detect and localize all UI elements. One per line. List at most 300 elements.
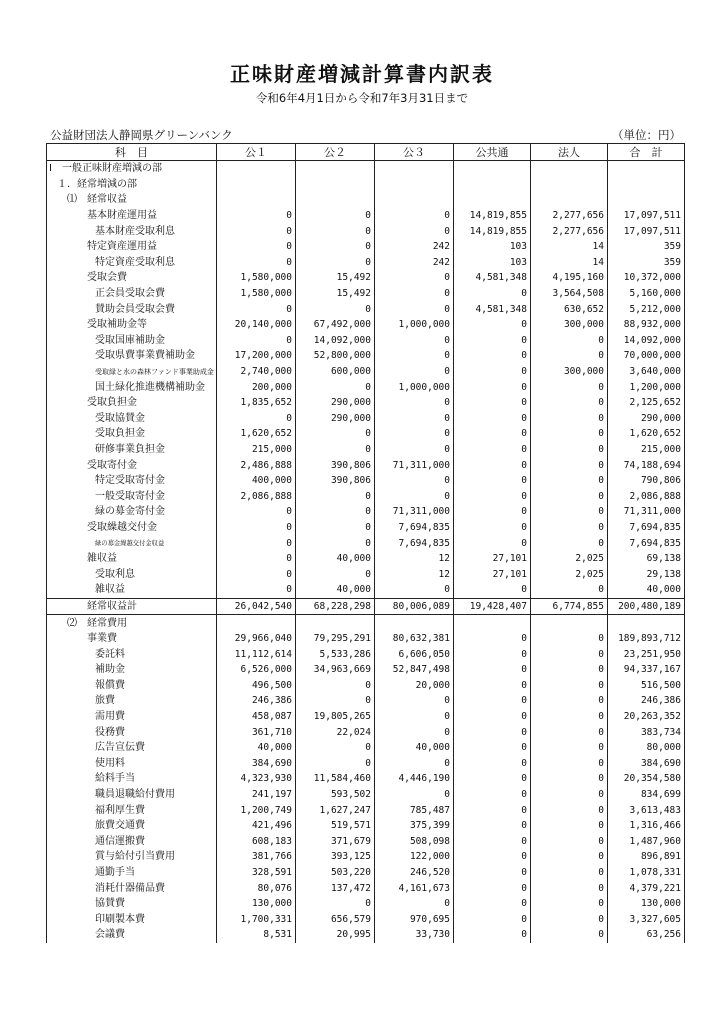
- value-cell: 0: [531, 724, 608, 740]
- value-cell: 7,694,835: [608, 535, 685, 551]
- value-cell: 1,200,749: [217, 802, 296, 818]
- row-label: ⑴ 経常収益: [47, 192, 217, 208]
- value-cell: 381,766: [217, 849, 296, 865]
- header-cell: 法人: [531, 144, 608, 161]
- value-cell: 2,740,000: [217, 364, 296, 380]
- row-label: 旅費交通費: [47, 818, 217, 834]
- value-cell: 516,500: [608, 678, 685, 694]
- value-cell: 0: [454, 896, 531, 912]
- value-cell: 1,620,652: [217, 426, 296, 442]
- value-cell: 0: [531, 740, 608, 756]
- value-cell: 80,076: [217, 880, 296, 896]
- table-row: [47, 457, 685, 473]
- value-cell: 0: [531, 896, 608, 912]
- row-label: 国土緑化推進機構補助金: [47, 379, 217, 395]
- period: 令和6年4月1日から令和7年3月31日まで: [255, 91, 469, 105]
- value-cell: 1,000,000: [375, 317, 454, 333]
- value-cell: 0: [375, 426, 454, 442]
- value-cell: 328,591: [217, 865, 296, 881]
- row-label: 雑収益: [47, 551, 217, 567]
- table-row: [47, 348, 685, 364]
- value-cell: 0: [375, 411, 454, 427]
- value-cell: 200,480,189: [608, 598, 685, 615]
- value-cell: 74,188,694: [608, 457, 685, 473]
- value-cell: 0: [375, 724, 454, 740]
- value-cell: [454, 177, 531, 193]
- value-cell: 0: [375, 286, 454, 302]
- value-cell: 20,000: [375, 678, 454, 694]
- row-label: 給料手当: [47, 771, 217, 787]
- value-cell: 1,000,000: [375, 379, 454, 395]
- value-cell: 290,000: [296, 411, 375, 427]
- row-label: 補助金: [47, 662, 217, 678]
- value-cell: 0: [217, 551, 296, 567]
- value-cell: 0: [454, 504, 531, 520]
- value-cell: 246,386: [217, 693, 296, 709]
- value-cell: 7,694,835: [608, 520, 685, 536]
- value-cell: 0: [454, 818, 531, 834]
- value-cell: 0: [217, 566, 296, 582]
- value-cell: 0: [531, 631, 608, 647]
- value-cell: 23,251,950: [608, 646, 685, 662]
- table-row: [47, 192, 685, 208]
- value-cell: 7,694,835: [375, 535, 454, 551]
- value-cell: 300,000: [531, 364, 608, 380]
- row-label: 経常収益計: [47, 598, 217, 615]
- value-cell: 0: [375, 270, 454, 286]
- value-cell: 0: [531, 457, 608, 473]
- value-cell: 52,847,498: [375, 662, 454, 678]
- value-cell: 0: [217, 504, 296, 520]
- value-cell: [375, 177, 454, 193]
- value-cell: 0: [531, 880, 608, 896]
- value-cell: 14,819,855: [454, 208, 531, 224]
- value-cell: 29,966,040: [217, 631, 296, 647]
- value-cell: 4,161,673: [375, 880, 454, 896]
- value-cell: [608, 615, 685, 631]
- value-cell: 1,580,000: [217, 286, 296, 302]
- value-cell: 2,277,656: [531, 208, 608, 224]
- table-row: [47, 473, 685, 489]
- value-cell: 14,092,000: [296, 333, 375, 349]
- table-row: [47, 598, 685, 615]
- value-cell: 0: [296, 239, 375, 255]
- value-cell: 0: [296, 678, 375, 694]
- table-row: [47, 161, 685, 177]
- value-cell: 79,295,291: [296, 631, 375, 647]
- value-cell: 0: [454, 709, 531, 725]
- value-cell: 2,486,888: [217, 457, 296, 473]
- value-cell: 300,000: [531, 317, 608, 333]
- value-cell: 0: [454, 646, 531, 662]
- table-row: [47, 286, 685, 302]
- value-cell: 0: [531, 473, 608, 489]
- value-cell: 0: [296, 740, 375, 756]
- table-row: [47, 379, 685, 395]
- value-cell: 400,000: [217, 473, 296, 489]
- value-cell: [375, 192, 454, 208]
- value-cell: [454, 192, 531, 208]
- value-cell: [217, 615, 296, 631]
- value-cell: [608, 161, 685, 177]
- value-cell: 17,097,511: [608, 223, 685, 239]
- value-cell: 0: [375, 896, 454, 912]
- table-row: [47, 693, 685, 709]
- value-cell: 29,138: [608, 566, 685, 582]
- value-cell: 0: [454, 912, 531, 928]
- value-cell: 630,652: [531, 301, 608, 317]
- value-cell: 0: [454, 457, 531, 473]
- value-cell: 371,679: [296, 834, 375, 850]
- value-cell: 0: [217, 535, 296, 551]
- document-title: 正味財産増減計算書内訳表: [230, 62, 494, 86]
- value-cell: 189,893,712: [608, 631, 685, 647]
- value-cell: 359: [608, 239, 685, 255]
- value-cell: 0: [217, 239, 296, 255]
- row-label: 印刷製本費: [47, 912, 217, 928]
- value-cell: 4,323,930: [217, 771, 296, 787]
- value-cell: [296, 192, 375, 208]
- value-cell: 0: [531, 709, 608, 725]
- row-label: 緑の募金寄付金: [47, 504, 217, 520]
- value-cell: 5,160,000: [608, 286, 685, 302]
- value-cell: 0: [531, 395, 608, 411]
- value-cell: [217, 192, 296, 208]
- value-cell: 0: [217, 411, 296, 427]
- value-cell: 0: [375, 473, 454, 489]
- value-cell: 2,086,888: [608, 488, 685, 504]
- value-cell: 40,000: [217, 740, 296, 756]
- row-label: ⑵ 経常費用: [47, 615, 217, 631]
- value-cell: 0: [531, 333, 608, 349]
- row-label: 通信運搬費: [47, 834, 217, 850]
- row-label: 消耗什器備品費: [47, 880, 217, 896]
- value-cell: 0: [375, 488, 454, 504]
- row-label: 委託料: [47, 646, 217, 662]
- table-row: [47, 395, 685, 411]
- table-row: [47, 615, 685, 631]
- value-cell: 27,101: [454, 566, 531, 582]
- value-cell: 6,606,050: [375, 646, 454, 662]
- value-cell: 71,311,000: [375, 504, 454, 520]
- value-cell: 20,354,580: [608, 771, 685, 787]
- value-cell: 122,000: [375, 849, 454, 865]
- value-cell: 834,699: [608, 787, 685, 803]
- value-cell: [296, 161, 375, 177]
- unit-label: （単位：円）: [612, 128, 681, 142]
- value-cell: 0: [531, 646, 608, 662]
- value-cell: 0: [454, 787, 531, 803]
- value-cell: 0: [531, 504, 608, 520]
- table-row: [47, 255, 685, 271]
- value-cell: 103: [454, 255, 531, 271]
- row-label: 受取協賛金: [47, 411, 217, 427]
- table-row: [47, 333, 685, 349]
- value-cell: 421,496: [217, 818, 296, 834]
- value-cell: 0: [296, 535, 375, 551]
- value-cell: 11,112,614: [217, 646, 296, 662]
- value-cell: [531, 161, 608, 177]
- row-label: 協賛費: [47, 896, 217, 912]
- value-cell: 4,379,221: [608, 880, 685, 896]
- table-row: [47, 849, 685, 865]
- value-cell: 71,311,000: [608, 504, 685, 520]
- row-label: 需用費: [47, 709, 217, 725]
- value-cell: 0: [454, 520, 531, 536]
- table-row: [47, 177, 685, 193]
- value-cell: 17,097,511: [608, 208, 685, 224]
- value-cell: 0: [375, 333, 454, 349]
- value-cell: 4,195,160: [531, 270, 608, 286]
- value-cell: 0: [531, 411, 608, 427]
- value-cell: 10,372,000: [608, 270, 685, 286]
- value-cell: [531, 177, 608, 193]
- value-cell: 656,579: [296, 912, 375, 928]
- table-row: [47, 678, 685, 694]
- value-cell: 0: [375, 756, 454, 772]
- row-label: 特定資産運用益: [47, 239, 217, 255]
- value-cell: 1,487,960: [608, 834, 685, 850]
- table-row: [47, 880, 685, 896]
- value-cell: 970,695: [375, 912, 454, 928]
- value-cell: 3,640,000: [608, 364, 685, 380]
- row-label: 受取負担金: [47, 395, 217, 411]
- value-cell: 0: [454, 693, 531, 709]
- value-cell: [375, 615, 454, 631]
- value-cell: 0: [454, 364, 531, 380]
- value-cell: 1,700,331: [217, 912, 296, 928]
- value-cell: 0: [454, 535, 531, 551]
- table-row: [47, 927, 685, 943]
- value-cell: 519,571: [296, 818, 375, 834]
- value-cell: 3,613,483: [608, 802, 685, 818]
- row-label: 受取県費事業費補助金: [47, 348, 217, 364]
- value-cell: 0: [531, 834, 608, 850]
- value-cell: 40,000: [375, 740, 454, 756]
- table-row: [47, 912, 685, 928]
- value-cell: 0: [375, 709, 454, 725]
- value-cell: 0: [454, 395, 531, 411]
- value-cell: 290,000: [608, 411, 685, 427]
- value-cell: [217, 161, 296, 177]
- value-cell: 0: [296, 442, 375, 458]
- value-cell: 0: [454, 678, 531, 694]
- value-cell: 4,446,190: [375, 771, 454, 787]
- value-cell: 0: [296, 301, 375, 317]
- value-cell: 0: [217, 223, 296, 239]
- value-cell: 0: [296, 693, 375, 709]
- value-cell: 0: [531, 927, 608, 943]
- value-cell: 0: [531, 426, 608, 442]
- value-cell: 0: [454, 582, 531, 598]
- row-label: 受取緑と水の森林ファンド事業助成金: [47, 364, 217, 380]
- value-cell: 80,000: [608, 740, 685, 756]
- value-cell: 2,025: [531, 566, 608, 582]
- value-cell: 593,502: [296, 787, 375, 803]
- row-label: 広告宣伝費: [47, 740, 217, 756]
- header-row: [47, 144, 685, 161]
- value-cell: 68,228,298: [296, 598, 375, 615]
- table-row: [47, 239, 685, 255]
- table-row: [47, 364, 685, 380]
- table-row: [47, 566, 685, 582]
- value-cell: 508,098: [375, 834, 454, 850]
- row-label: 緑の募金繰越交付金収益: [47, 535, 217, 551]
- table-row: [47, 504, 685, 520]
- value-cell: 242: [375, 255, 454, 271]
- value-cell: 0: [375, 395, 454, 411]
- table-row: [47, 301, 685, 317]
- value-cell: 6,774,855: [531, 598, 608, 615]
- row-label: 賞与給付引当費用: [47, 849, 217, 865]
- table-row: [47, 787, 685, 803]
- row-label: 受取利息: [47, 566, 217, 582]
- row-label: Ⅰ 一般正味財産増減の部: [47, 161, 217, 177]
- value-cell: 80,006,089: [375, 598, 454, 615]
- value-cell: 0: [217, 208, 296, 224]
- value-cell: 0: [531, 520, 608, 536]
- value-cell: 0: [531, 348, 608, 364]
- value-cell: 70,000,000: [608, 348, 685, 364]
- value-cell: 0: [454, 488, 531, 504]
- value-cell: [531, 192, 608, 208]
- value-cell: 20,140,000: [217, 317, 296, 333]
- header-cell: 公共通: [454, 144, 531, 161]
- header-cell: 公３: [375, 144, 454, 161]
- value-cell: 390,806: [296, 473, 375, 489]
- value-cell: 0: [296, 756, 375, 772]
- value-cell: 20,995: [296, 927, 375, 943]
- row-label: 受取負担金: [47, 426, 217, 442]
- value-cell: 1,580,000: [217, 270, 296, 286]
- table-row: [47, 582, 685, 598]
- value-cell: 384,690: [217, 756, 296, 772]
- value-cell: [454, 161, 531, 177]
- value-cell: 0: [454, 724, 531, 740]
- value-cell: 5,212,000: [608, 301, 685, 317]
- row-label: 福利厚生費: [47, 802, 217, 818]
- value-cell: 0: [217, 255, 296, 271]
- table-row: [47, 771, 685, 787]
- value-cell: 33,730: [375, 927, 454, 943]
- value-cell: 20,263,352: [608, 709, 685, 725]
- value-cell: 19,428,407: [454, 598, 531, 615]
- value-cell: 0: [454, 880, 531, 896]
- value-cell: 19,805,265: [296, 709, 375, 725]
- value-cell: 0: [454, 473, 531, 489]
- value-cell: [217, 177, 296, 193]
- value-cell: 0: [375, 348, 454, 364]
- value-cell: 15,492: [296, 286, 375, 302]
- value-cell: 0: [375, 223, 454, 239]
- value-cell: 11,584,460: [296, 771, 375, 787]
- value-cell: 0: [454, 927, 531, 943]
- table-row: [47, 520, 685, 536]
- value-cell: 1,200,000: [608, 379, 685, 395]
- value-cell: 7,694,835: [375, 520, 454, 536]
- row-label: 受取国庫補助金: [47, 333, 217, 349]
- value-cell: 215,000: [608, 442, 685, 458]
- value-cell: 0: [454, 865, 531, 881]
- value-cell: 0: [454, 771, 531, 787]
- value-cell: 103: [454, 239, 531, 255]
- value-cell: 14: [531, 255, 608, 271]
- row-label: 研修事業負担金: [47, 442, 217, 458]
- value-cell: 0: [531, 802, 608, 818]
- value-cell: [608, 177, 685, 193]
- value-cell: 0: [454, 834, 531, 850]
- value-cell: 15,492: [296, 270, 375, 286]
- table-row: [47, 551, 685, 567]
- value-cell: 69,138: [608, 551, 685, 567]
- value-cell: 1,627,247: [296, 802, 375, 818]
- table-row: [47, 818, 685, 834]
- table-row: [47, 709, 685, 725]
- value-cell: 0: [454, 442, 531, 458]
- value-cell: 0: [454, 802, 531, 818]
- table-row: [47, 317, 685, 333]
- value-cell: 0: [454, 379, 531, 395]
- row-label: 受取繰越交付金: [47, 520, 217, 536]
- row-label: 通勤手当: [47, 865, 217, 881]
- value-cell: 0: [454, 756, 531, 772]
- value-cell: 0: [454, 411, 531, 427]
- value-cell: 0: [375, 301, 454, 317]
- value-cell: 0: [296, 520, 375, 536]
- value-cell: [531, 615, 608, 631]
- value-cell: 0: [217, 333, 296, 349]
- value-cell: 8,531: [217, 927, 296, 943]
- value-cell: 0: [296, 896, 375, 912]
- table-row: [47, 834, 685, 850]
- value-cell: 27,101: [454, 551, 531, 567]
- value-cell: 40,000: [296, 551, 375, 567]
- value-cell: 375,399: [375, 818, 454, 834]
- value-cell: 0: [217, 520, 296, 536]
- value-cell: 0: [531, 818, 608, 834]
- value-cell: 2,277,656: [531, 223, 608, 239]
- value-cell: 0: [296, 504, 375, 520]
- value-cell: 0: [375, 364, 454, 380]
- value-cell: 0: [531, 582, 608, 598]
- value-cell: 0: [531, 442, 608, 458]
- value-cell: 0: [375, 208, 454, 224]
- value-cell: 137,472: [296, 880, 375, 896]
- row-label: １．経常増減の部: [47, 177, 217, 193]
- table-row: [47, 270, 685, 286]
- value-cell: 0: [454, 348, 531, 364]
- value-cell: 17,200,000: [217, 348, 296, 364]
- value-cell: 52,800,000: [296, 348, 375, 364]
- value-cell: 390,806: [296, 457, 375, 473]
- table-row: [47, 631, 685, 647]
- value-cell: 0: [531, 771, 608, 787]
- value-cell: 0: [531, 912, 608, 928]
- value-cell: 0: [531, 865, 608, 881]
- value-cell: 0: [375, 693, 454, 709]
- value-cell: 94,337,167: [608, 662, 685, 678]
- table-row: [47, 756, 685, 772]
- row-label: 受取寄付金: [47, 457, 217, 473]
- value-cell: 0: [375, 582, 454, 598]
- value-cell: 0: [531, 756, 608, 772]
- value-cell: 1,078,331: [608, 865, 685, 881]
- value-cell: 458,087: [217, 709, 296, 725]
- value-cell: 246,386: [608, 693, 685, 709]
- value-cell: 12: [375, 551, 454, 567]
- value-cell: 0: [454, 333, 531, 349]
- table-row: [47, 802, 685, 818]
